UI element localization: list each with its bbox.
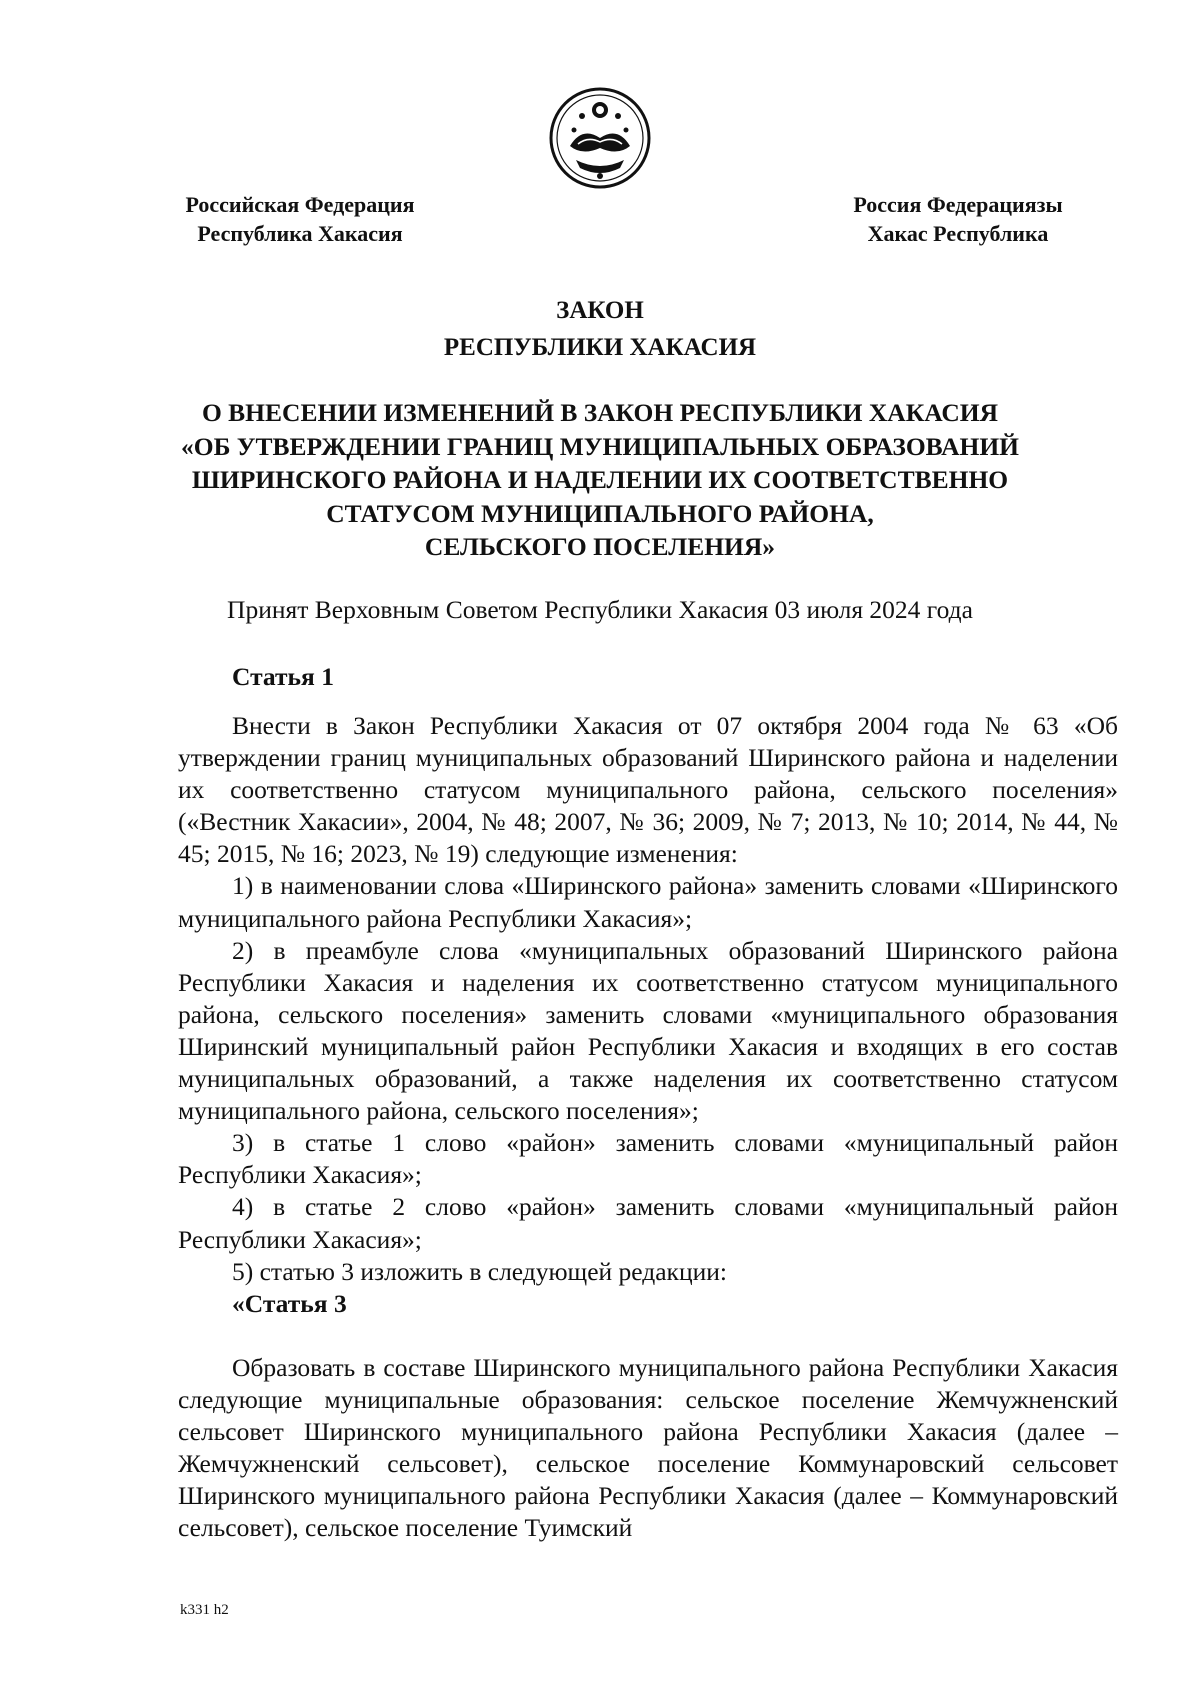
body-paragraph: 5) статью 3 изложить в следующей редакции: (232, 1256, 727, 1286)
header-russian (150, 190, 450, 248)
law-title-line1: ЗАКОН (556, 297, 644, 324)
header-right-line2: Хакас Республика (867, 221, 1049, 246)
subject-line: ШИРИНСКОГО РАЙОНА И НАДЕЛЕНИИ ИХ СООТВЕТСТВЕННО (191, 465, 1009, 494)
coat-of-arms-emblem (548, 86, 652, 190)
footer-code: k331 h2 (180, 1602, 229, 1618)
subject-line: СТАТУСОМ МУНИЦИПАЛЬНОГО РАЙОНА, (326, 498, 874, 528)
subject-line: «ОБ УТВЕРЖДЕНИИ ГРАНИЦ МУНИЦИПАЛЬНЫХ ОБРАЗОВАНИЙ (180, 431, 1019, 461)
header-left-line2: Республика Хакасия (197, 221, 403, 246)
article-3-heading: «Статья 3 (232, 1288, 347, 1318)
law-title-line2: РЕСПУБЛИКИ ХАКАСИЯ (443, 334, 757, 361)
article-1-heading: Статья 1 (232, 662, 334, 691)
header-right-line1: Россия Федерациязы (853, 192, 1063, 217)
law-subject (150, 396, 1050, 564)
subject-line: О ВНЕСЕНИИ ИЗМЕНЕНИЙ В ЗАКОН РЕСПУБЛИКИ ХАКАСИЯ (201, 398, 999, 427)
body-paragraph: 4) в статье 2 слово «район» заменить словами «муниципальный район Республики Хакасия»; (178, 1192, 1118, 1254)
adoption-note: Принят Верховным Советом Республики Хакасия 03 июля 2024 года (227, 595, 973, 624)
article-3-paragraph: Образовать в составе Ширинского муниципального района Республики Хакасия следующие муниципальные образования: сельское поселение Жемчужненский сельсовет Ширинского муниципального района Республики Хакасия (далее – Жемчужненский сельсовет), сельское поселение Коммунаровский сельсовет Ширинского муниципального района Республики Хакасия (далее – Коммунаровский сельсовет), сельское поселение Туимский (178, 1352, 1118, 1543)
body-paragraph: 2) в преамбуле слова «муниципальных образований Ширинского района Республики Хакасия и наделения их соответственно статусом муниципального района, сельского поселения» заменить словами «муниципального образования Ширинский муниципальный район Республики Хакасия и входящих в его состав муниципальных образований, а также наделения их соответственно статусом муниципального района, сельского поселения»; (178, 935, 1118, 1126)
body-paragraph: Внести в Закон Республики Хакасия от 07 октября 2004 года № 63 «Об утверждении границ муниципальных образований Ширинского района и наделении их соответственно статусом муниципального района, сельского поселения» («Вестник Хакасии», 2004, № 48; 2007, № 36; 2009, № 7; 2013, № 10; 2014, № 44, № 45; 2015, № 16; 2023, № 19) следующие изменения: (178, 711, 1118, 869)
subject-line: СЕЛЬСКОГО ПОСЕЛЕНИЯ» (424, 532, 776, 561)
law-title (150, 292, 1050, 366)
law-body (178, 710, 1118, 1544)
header-left-line1: Российская Федерация (185, 192, 415, 217)
body-paragraph: 1) в наименовании слова «Ширинского района» заменить словами «Ширинского муниципального района Республики Хакасия»; (178, 871, 1118, 933)
body-paragraph: 3) в статье 1 слово «район» заменить словами «муниципальный район Республики Хакасия»; (178, 1128, 1118, 1190)
header-khakas (808, 190, 1108, 248)
